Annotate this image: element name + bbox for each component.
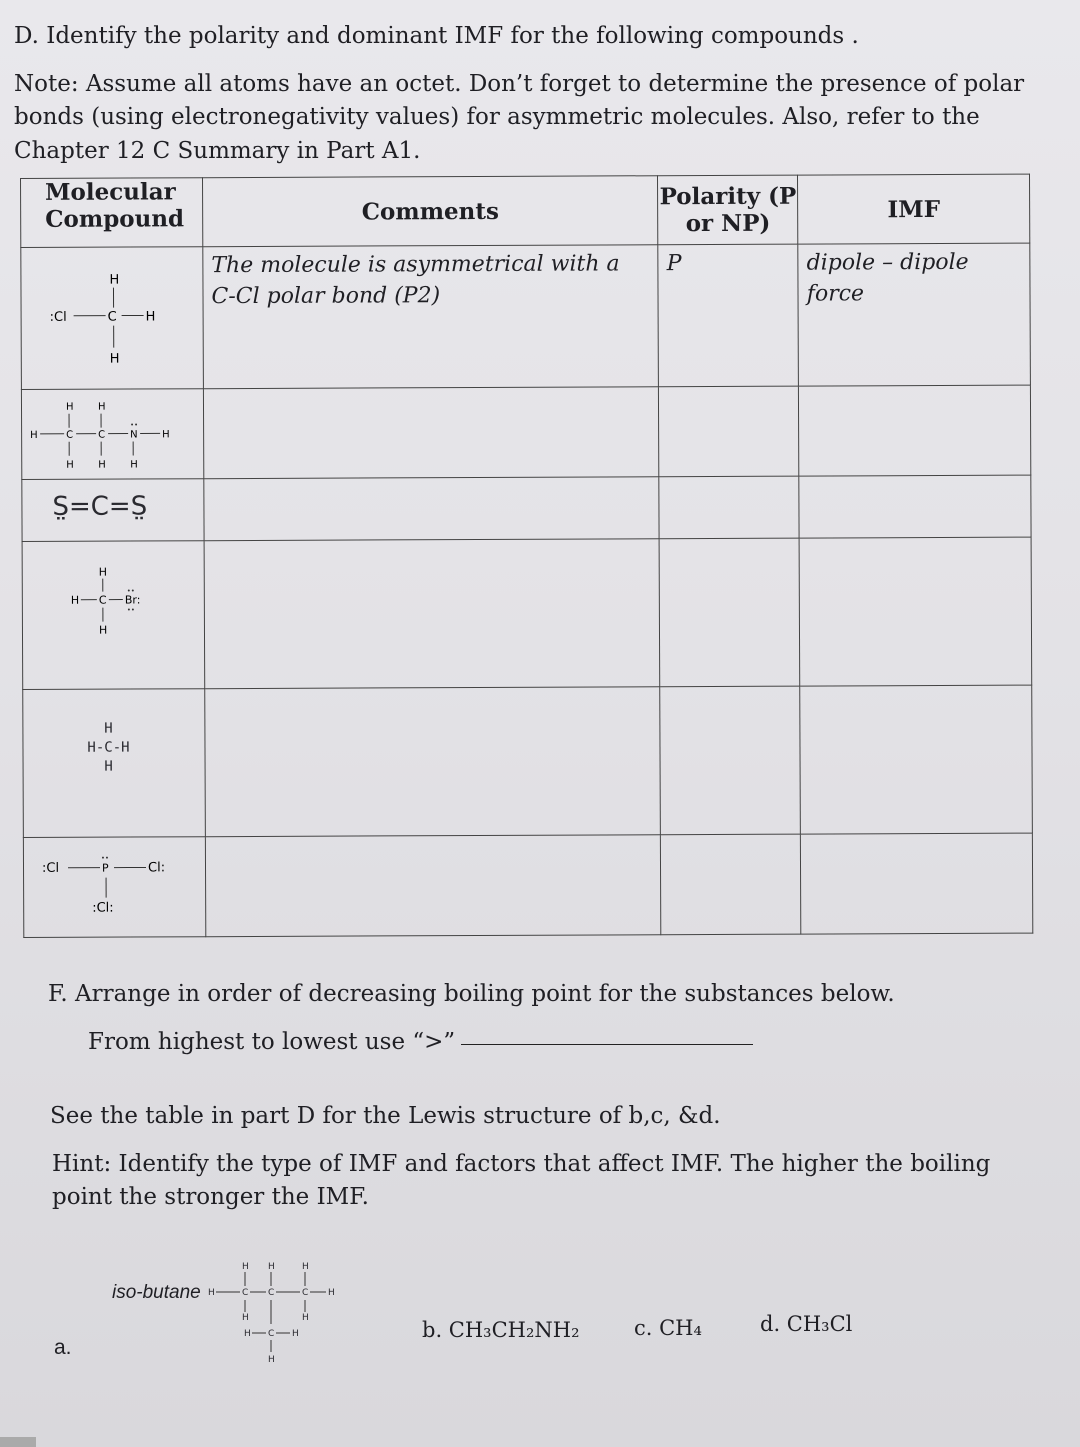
atom-h: H (98, 459, 106, 471)
atom-h: H (268, 1355, 275, 1365)
comments-cell[interactable] (203, 387, 659, 479)
imf-cell[interactable]: dipole – dipole force (798, 243, 1030, 386)
page-corner-mark (0, 1437, 36, 1447)
atom-c: C (242, 1288, 249, 1298)
atom-h: H (98, 623, 108, 637)
atom-c: C (107, 309, 117, 325)
imf-cell[interactable] (799, 475, 1031, 538)
part-f-instruction (88, 1026, 753, 1059)
atom-c: C (268, 1288, 275, 1298)
atom-cl: :Cl: (92, 900, 114, 916)
header-comments: Comments (202, 176, 658, 247)
header-compound: Molecular Compound (21, 178, 203, 248)
comments-cell[interactable] (204, 539, 660, 689)
atom-h: H (328, 1288, 335, 1298)
atom-h: H (66, 459, 74, 471)
lewis-structure (37, 265, 187, 376)
header-imf: IMF (798, 174, 1030, 244)
atom-c: C (302, 1288, 309, 1298)
atom-h: H (242, 1313, 249, 1323)
compound-structure-methane (23, 689, 206, 838)
compound-structure-cs2 (22, 479, 204, 542)
imf-cell[interactable] (801, 833, 1033, 934)
lewis-svg (40, 847, 190, 928)
polarity-cell[interactable] (659, 386, 799, 477)
option-d: d. CH₃Cl (760, 1312, 853, 1336)
table-row (22, 475, 1031, 541)
imf-cell[interactable] (800, 685, 1032, 834)
header-polarity: Polarity (P or NP) (658, 175, 798, 245)
atom-h: H (30, 429, 38, 441)
polarity-cell[interactable] (659, 476, 799, 539)
option-b: b. CH₃CH₂NH₂ (422, 1318, 580, 1342)
atom-h-top: H (109, 272, 120, 288)
option-c: c. CH₄ (634, 1316, 702, 1340)
option-a-label: a. (54, 1336, 72, 1359)
part-f-see-table: See the table in part D for the Lewis structure of b,c, &d. (50, 1103, 721, 1129)
compound-structure-pcl3 (23, 837, 205, 938)
option-a-name: iso-butane (112, 1282, 201, 1303)
isobutane-svg (206, 1260, 346, 1370)
imf-cell[interactable] (799, 537, 1031, 686)
atom-n: N (130, 429, 138, 441)
comments-cell[interactable]: The molecule is asymmetrical with a C-Cl polar bond (P2) (203, 245, 659, 389)
atom-cl: Cl: (147, 860, 166, 876)
imf-cell[interactable] (799, 385, 1031, 476)
atom-p: P (101, 861, 109, 875)
atom-h: H (302, 1313, 309, 1323)
polarity-cell[interactable]: P (658, 244, 799, 387)
atom-c: C (268, 1329, 275, 1339)
atom-c: C (98, 593, 107, 607)
polarity-cell[interactable] (659, 538, 800, 687)
table-row (21, 243, 1031, 389)
part-f-hint: Hint: Identify the type of IMF and factors that affect IMF. The higher the boiling point the stronger the IMF. (52, 1151, 991, 1211)
atom-h-right: H (145, 309, 156, 325)
atom-c: C (66, 429, 74, 441)
atom-h: H (97, 401, 106, 413)
atom-h: H (162, 429, 170, 441)
atom-br: Br: (124, 593, 141, 607)
atom-h: H (242, 1262, 249, 1272)
lewis-structure (28, 395, 198, 476)
compound-structure-bromomethane (22, 541, 205, 690)
atom-row-hch: H-C-H (87, 739, 130, 756)
compound-table (20, 174, 1033, 938)
atom-h: H (244, 1329, 251, 1339)
atom-h-top: H (104, 720, 113, 737)
atom-h: H (98, 565, 108, 579)
atom-h: H (65, 401, 74, 413)
comments-cell[interactable] (205, 835, 661, 937)
lewis-svg (69, 563, 179, 653)
atom-h: H (208, 1288, 215, 1298)
instruction-text: From highest to lowest use “>” (88, 1029, 456, 1055)
comments-cell[interactable] (204, 477, 660, 541)
table-row (23, 833, 1032, 937)
polarity-cell[interactable] (661, 834, 801, 935)
part-d-note: Note: Assume all atoms have an octet. Don’t forget to determine the presence of polar bonds (using electronegativity values) for asymmetric molecules. Also, refer to the Chapter 12 C Summary in Part A1. (14, 71, 1025, 164)
atom-h: H (70, 593, 80, 607)
atom-c: C (98, 429, 106, 441)
compound-structure-chloromethane (21, 247, 204, 390)
atom-h: H (292, 1329, 299, 1339)
compound-structure-ethylamine (21, 389, 203, 480)
atom-h: H (302, 1262, 309, 1272)
lewis-structure (73, 719, 143, 776)
table-row (23, 685, 1033, 837)
options-row (0, 1260, 1080, 1400)
isobutane-structure (206, 1260, 346, 1374)
lewis-svg (37, 265, 187, 376)
atom-cl: :Cl (49, 309, 67, 325)
atom-h-bottom: H (104, 758, 113, 775)
part-f-title: F. Arrange in order of decreasing boiling point for the substances below. (48, 981, 895, 1007)
lewis-formula: S̤=C=S̤ (52, 491, 148, 522)
table-header-row (21, 174, 1030, 247)
polarity-cell[interactable] (660, 686, 801, 835)
atom-h: H (268, 1262, 275, 1272)
table-row (21, 385, 1030, 479)
comments-cell[interactable] (205, 687, 661, 837)
atom-h-bottom: H (109, 351, 120, 367)
lewis-svg (28, 395, 198, 476)
answer-blank[interactable] (461, 1044, 753, 1045)
table-row (22, 537, 1032, 689)
atom-cl: :Cl (41, 860, 60, 876)
lewis-structure (40, 847, 190, 928)
part-d-title: D. Identify the polarity and dominant IMF for the following compounds . (14, 23, 859, 49)
atom-h: H (130, 459, 138, 471)
lewis-structure (69, 563, 179, 653)
